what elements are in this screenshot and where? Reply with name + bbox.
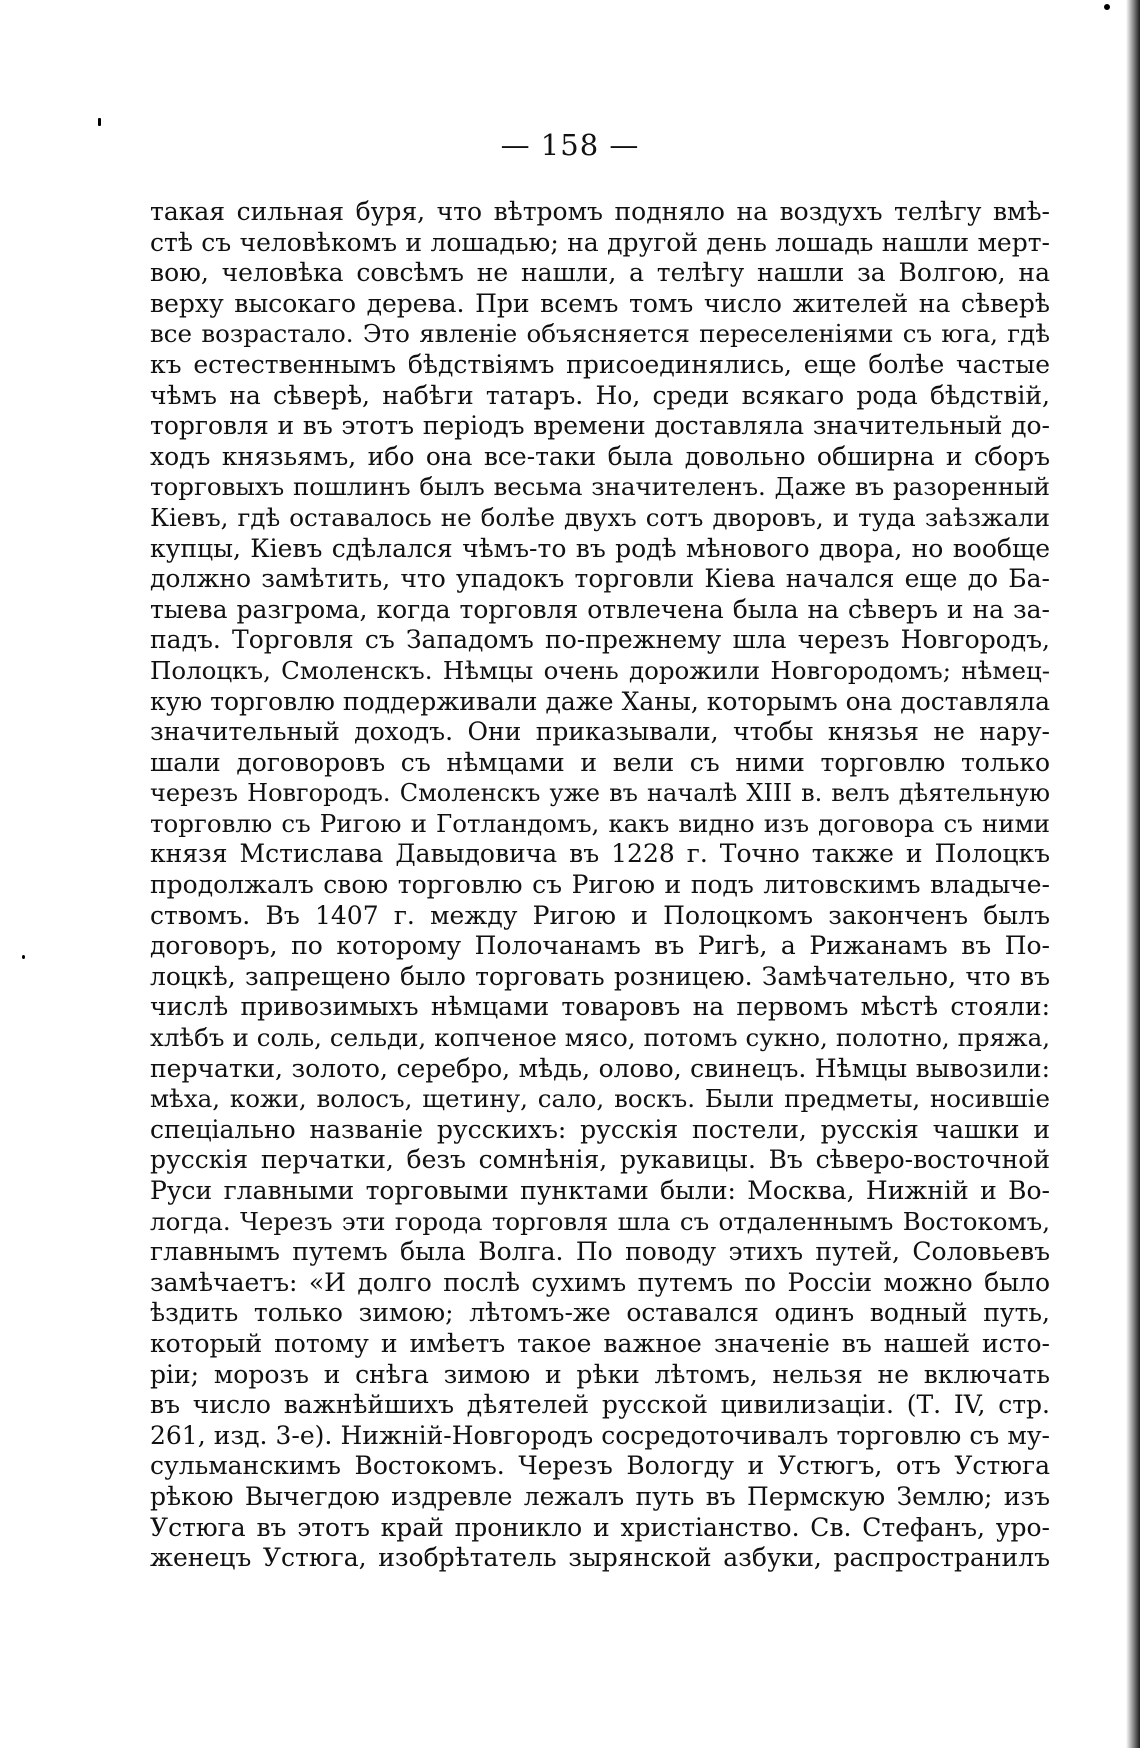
text-line: логда. Черезъ эти города торговля шла съ отдаленнымъ Востокомъ, xyxy=(150,1206,1050,1236)
text-line: верху высокаго дерева. При всемъ томъ число жителей на сѣверѣ xyxy=(150,288,1050,318)
text-line: князя Мстислава Давыдовича въ 1228 г. Точно также и Полоцкъ xyxy=(150,839,1050,869)
text-line: ріи; морозъ и снѣга зимою и рѣки лѣтомъ, нельзя не включать xyxy=(150,1359,1050,1389)
text-line: мѣха, кожи, волосъ, щетину, сало, воскъ. Были предметы, носившіе xyxy=(150,1084,1050,1114)
text-line: торговля и въ этотъ періодъ времени доставляла значительный до- xyxy=(150,411,1050,441)
page-edge-shadow xyxy=(1126,0,1140,1748)
text-line: Устюга въ этотъ край проникло и христіанство. Св. Стефанъ, уро- xyxy=(150,1512,1050,1542)
text-line: лоцкѣ, запрещено было торговать розницею. Замѣчательно, что въ xyxy=(150,961,1050,991)
text-line: ходъ князьямъ, ибо она все-таки была довольно обширна и сборъ xyxy=(150,441,1050,471)
text-line: въ число важнѣйшихъ дѣятелей русской цивилизаціи. (Т. IV, стр. xyxy=(150,1390,1050,1420)
text-line: вою, человѣка совсѣмъ не нашли, а телѣгу нашли за Волгою, на xyxy=(150,258,1050,288)
scan-speck xyxy=(1104,4,1110,10)
text-line: русскія перчатки, безъ сомнѣнія, рукавицы. Въ сѣверо-восточной xyxy=(150,1145,1050,1175)
text-line: къ естественнымъ бѣдствіямъ присоединялись, еще болѣе частые xyxy=(150,349,1050,379)
text-line: женецъ Устюга, изобрѣтатель зырянской азбуки, распространилъ xyxy=(150,1543,1050,1573)
text-line: значительный доходъ. Они приказывали, чтобы князья не нару- xyxy=(150,717,1050,747)
text-line: стѣ съ человѣкомъ и лошадью; на другой день лошадь нашли мерт- xyxy=(150,227,1050,257)
text-line: Кіевъ, гдѣ оставалось не болѣе двухъ сотъ дворовъ, и туда заѣзжали xyxy=(150,502,1050,532)
text-line: 261, изд. 3-е). Нижній-Новгородъ сосредоточивалъ торговлю съ му- xyxy=(150,1420,1050,1450)
text-line: чѣмъ на сѣверѣ, набѣги татаръ. Но, среди всякаго рода бѣдствій, xyxy=(150,380,1050,410)
text-line: хлѣбъ и соль, сельди, копченое мясо, потомъ сукно, полотно, пряжа, xyxy=(150,1023,1050,1053)
body-text xyxy=(150,197,1050,1574)
text-line: договоръ, по которому Полочанамъ въ Ригѣ, а Рижанамъ въ По- xyxy=(150,931,1050,961)
text-line: главнымъ путемъ была Волга. По поводу этихъ путей, Соловьевъ xyxy=(150,1237,1050,1267)
text-line: перчатки, золото, серебро, мѣдь, олово, свинецъ. Нѣмцы вывозили: xyxy=(150,1053,1050,1083)
scan-speck xyxy=(98,118,101,126)
text-line: все возрастало. Это явленіе объясняется переселеніями съ юга, гдѣ xyxy=(150,319,1050,349)
text-line: числѣ привозимыхъ нѣмцами товаровъ на первомъ мѣстѣ стояли: xyxy=(150,992,1050,1022)
scan-speck xyxy=(22,955,25,959)
text-line: ствомъ. Въ 1407 г. между Ригою и Полоцкомъ законченъ былъ xyxy=(150,900,1050,930)
text-line: рѣкою Вычегдою издревле лежалъ путь въ Пермскую Землю; изъ xyxy=(150,1481,1050,1511)
page-number: — 158 — xyxy=(500,128,640,162)
text-line: торговыхъ пошлинъ былъ весьма значителенъ. Даже въ разоренный xyxy=(150,472,1050,502)
text-line: Полоцкъ, Смоленскъ. Нѣмцы очень дорожили Новгородомъ; нѣмец- xyxy=(150,655,1050,685)
text-line: такая сильная буря, что вѣтромъ подняло на воздухъ телѣгу вмѣ- xyxy=(150,197,1050,226)
text-line: замѣчаетъ: «И долго послѣ сухимъ путемъ по Россіи можно было xyxy=(150,1267,1050,1297)
text-line: падъ. Торговля съ Западомъ по-прежнему шла черезъ Новгородъ, xyxy=(150,625,1050,655)
text-line: продолжалъ свою торговлю съ Ригою и подъ литовскимъ владыче- xyxy=(150,870,1050,900)
text-line: сульманскимъ Востокомъ. Черезъ Вологду и Устюгъ, отъ Устюга xyxy=(150,1451,1050,1481)
text-line: купцы, Кіевъ сдѣлался чѣмъ-то въ родѣ мѣнового двора, но вообще xyxy=(150,533,1050,563)
text-line: должно замѣтить, что упадокъ торговли Кіева начался еще до Ба- xyxy=(150,564,1050,594)
text-line: ѣздить только зимою; лѣтомъ-же оставался одинъ водный путь, xyxy=(150,1298,1050,1328)
text-line: кую торговлю поддерживали даже Ханы, которымъ она доставляла xyxy=(150,686,1050,716)
text-line: тыева разгрома, когда торговля отвлечена была на сѣверъ и на за- xyxy=(150,594,1050,624)
text-line: спеціально названіе русскихъ: русскія постели, русскія чашки и xyxy=(150,1114,1050,1144)
text-line: торговлю съ Ригою и Готландомъ, какъ видно изъ договора съ ними xyxy=(150,808,1050,838)
text-line: который потому и имѣетъ такое важное значеніе въ нашей исто- xyxy=(150,1328,1050,1358)
text-line: шали договоровъ съ нѣмцами и вели съ ними торговлю только xyxy=(150,747,1050,777)
text-line: Руси главными торговыми пунктами были: Москва, Нижній и Во- xyxy=(150,1176,1050,1205)
text-line: черезъ Новгородъ. Смоленскъ уже въ началѣ XIII в. велъ дѣятельную xyxy=(150,779,1050,808)
